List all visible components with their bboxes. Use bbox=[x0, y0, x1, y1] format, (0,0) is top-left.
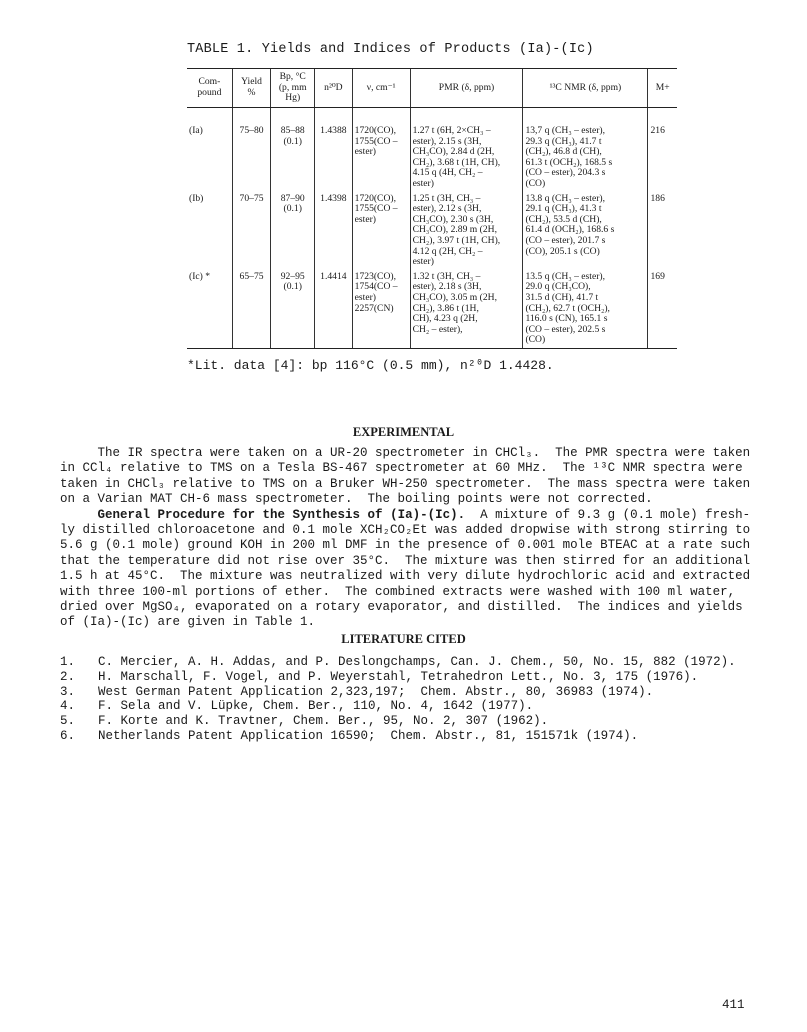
cell-line: (CO – ester), 204.3 s bbox=[525, 167, 606, 179]
table-cell-nd bbox=[315, 108, 353, 194]
table-cell-c13 bbox=[523, 272, 648, 349]
cell-value: 75–80 bbox=[239, 125, 264, 136]
cell-line: CH), 4.23 q (2H, bbox=[412, 313, 478, 325]
table-cell-ir bbox=[352, 272, 410, 349]
table-cell-m bbox=[648, 194, 677, 272]
header-text: (p, mm bbox=[278, 81, 307, 93]
table-cell-yield bbox=[232, 194, 271, 272]
header-yield bbox=[232, 69, 271, 108]
reference-number: 6. bbox=[60, 728, 76, 743]
table-cell-c13 bbox=[523, 108, 648, 194]
table-row bbox=[187, 272, 677, 349]
cell-line: ester), 2.18 s (3H, bbox=[412, 281, 482, 293]
table-cell-ir bbox=[352, 194, 410, 272]
cell-line: 31.5 d (CH), 41.7 t bbox=[525, 291, 599, 303]
reference-number: 1. bbox=[60, 655, 76, 669]
cell-value: 1.4398 bbox=[320, 192, 347, 204]
reference-text: F. Korte and K. Travtner, Chem. Ber., 95, No. 2, 307 (1962). bbox=[98, 714, 549, 729]
header-text: pound bbox=[197, 87, 222, 98]
table-cell-m bbox=[648, 108, 677, 194]
header-c13-nmr bbox=[523, 69, 648, 108]
page-number: 411 bbox=[722, 998, 745, 1012]
table-cell-m bbox=[648, 272, 677, 349]
cell-line: 1720(CO), bbox=[354, 192, 396, 204]
cell-line: 1723(CO), bbox=[354, 270, 396, 282]
reference-item bbox=[60, 729, 760, 744]
header-text: M+ bbox=[655, 81, 670, 93]
experimental-line: dried over MgSO₄, evaporated on a rotary evaporator, and distilled. The indices and yields bbox=[60, 600, 743, 615]
cell-value: (Ia) bbox=[189, 125, 203, 136]
cell-value: 1.4388 bbox=[320, 125, 347, 136]
cell-line: (CO – ester), 202.5 s bbox=[525, 323, 606, 335]
header-mass bbox=[648, 69, 677, 108]
cell-line: CH₃CO), 2.84 d (2H, bbox=[412, 146, 495, 158]
table-header-row bbox=[187, 69, 677, 108]
reference-text: F. Sela and V. Lüpke, Chem. Ber., 110, No. 4, 1642 (1977). bbox=[98, 699, 534, 714]
cell-line: 1755(CO – bbox=[354, 135, 398, 147]
table-cell-c13 bbox=[523, 194, 648, 272]
cell-line: 1755(CO – bbox=[354, 203, 398, 215]
reference-item bbox=[60, 685, 760, 700]
header-compound bbox=[187, 69, 232, 108]
cell-line: 1.27 t (6H, 2×CH₃ – bbox=[412, 125, 491, 136]
table-row bbox=[187, 108, 677, 194]
experimental-heading: EXPERIMENTAL bbox=[352, 425, 455, 439]
cell-line: 61.3 t (OCH₂), 168.5 s bbox=[525, 156, 613, 168]
cell-value: 1.4414 bbox=[320, 270, 347, 282]
reference-item bbox=[60, 670, 760, 685]
experimental-line: with three 100-ml portions of ether. The combined extracts were washed with 100 ml water, bbox=[60, 584, 736, 599]
cell-line: (CH₂), 62.7 t (OCH₂), bbox=[525, 302, 610, 314]
cell-line: (CO), 205.1 s (CO) bbox=[525, 245, 600, 257]
data-table bbox=[187, 68, 677, 349]
cell-line: 87–90 bbox=[280, 192, 305, 204]
experimental-line: 1.5 h at 45°C. The mixture was neutralized with very dilute hydrochloric acid and extracted bbox=[60, 569, 751, 584]
cell-line: ester) bbox=[354, 213, 376, 225]
cell-line: 29.1 q (CH₃), 41.3 t bbox=[525, 203, 602, 215]
cell-value: (Ib) bbox=[189, 192, 204, 204]
table-footnote: *Lit. data [4]: bp 116°C (0.5 mm), n²⁰D 1.4428. bbox=[187, 358, 554, 373]
experimental-line: 5.6 g (0.1 mole) ground KOH in 200 ml DMF in the presence of 0.001 mole BTEAC at a rate such bbox=[60, 538, 751, 553]
header-text: PMR (δ, ppm) bbox=[438, 81, 495, 93]
experimental-line: on a Varian MAT CH-6 mass spectrometer. The boiling points were not corrected. bbox=[60, 492, 653, 507]
experimental-line: of (Ia)-(Ic) are given in Table 1. bbox=[60, 615, 316, 630]
cell-line: (0.1) bbox=[283, 281, 302, 293]
cell-line: (CO – ester), 201.7 s bbox=[525, 234, 606, 246]
experimental-body bbox=[60, 446, 750, 631]
cell-line: 13,7 q (CH₃ – ester), bbox=[525, 125, 605, 136]
cell-line: CH₂ – ester), bbox=[412, 323, 463, 335]
reference-number: 4. bbox=[60, 699, 76, 714]
cell-line: ester) bbox=[354, 146, 376, 158]
experimental-line: that the temperature did not rise over 35°C. The mixture was then stirred for an additional bbox=[60, 553, 751, 568]
table-cell-yield bbox=[232, 108, 271, 194]
table-body bbox=[187, 108, 677, 349]
table-cell-yield bbox=[232, 272, 271, 349]
table-cell-nd bbox=[315, 272, 353, 349]
header-text: n²⁰D bbox=[324, 81, 343, 93]
cell-line: 116.0 s (CN), 165.1 s bbox=[525, 313, 608, 325]
cell-line: 13.5 q (CH₃ – ester), bbox=[525, 270, 605, 282]
experimental-line: in CCl₄ relative to TMS on a Tesla BS-467 spectrometer at 60 MHz. The ¹³C NMR spectra were bbox=[60, 461, 743, 476]
header-text: Bp, °C bbox=[279, 71, 306, 83]
reference-text: H. Marschall, F. Vogel, and P. Weyerstahl, Tetrahedron Lett., No. 3, 175 (1976). bbox=[98, 669, 699, 684]
cell-line: 1.25 t (3H, CH₃ – bbox=[412, 192, 481, 204]
experimental-line: taken in CHCl₃ relative to TMS on a Bruker WH-250 spectrometer. The mass spectra were taken bbox=[60, 476, 751, 491]
reference-text: Netherlands Patent Application 16590; Chem. Abstr., 81, 151571k (1974). bbox=[98, 728, 639, 743]
cell-line: 85–88 bbox=[280, 125, 305, 136]
cell-value: 186 bbox=[650, 192, 665, 204]
table-cell-ir bbox=[352, 108, 410, 194]
table-cell-compound bbox=[187, 108, 232, 194]
cell-line: 4.12 q (2H, CH₂ – bbox=[412, 245, 483, 257]
table-cell-bp bbox=[271, 108, 315, 194]
reference-number: 2. bbox=[60, 669, 76, 684]
header-text: Yield bbox=[241, 76, 262, 88]
table-cell-compound bbox=[187, 194, 232, 272]
cell-line: CH₂), 3.68 t (1H, CH), bbox=[412, 156, 501, 168]
reference-text: C. Mercier, A. H. Addas, and P. Deslongchamps, Can. J. Chem., 50, No. 15, 882 (1972). bbox=[98, 655, 736, 669]
cell-line: ester) bbox=[412, 177, 434, 189]
table-cell-bp bbox=[271, 194, 315, 272]
table-row bbox=[187, 194, 677, 272]
table-cell-pmr bbox=[410, 108, 523, 194]
cell-line: 1.32 t (3H, CH₃ – bbox=[412, 270, 481, 282]
cell-line: CH₃CO), 2.89 m (2H, bbox=[412, 224, 497, 236]
cell-line: CH₂), 3.86 t (1H, bbox=[412, 302, 479, 314]
cell-line: CH₃CO), 2.30 s (3H, bbox=[412, 213, 494, 225]
cell-line: 4.15 q (4H, CH₂ – bbox=[412, 167, 483, 179]
header-text: ¹³C NMR (δ, ppm) bbox=[549, 81, 622, 93]
cell-line: ester) bbox=[412, 256, 434, 268]
cell-line: 92–95 bbox=[280, 270, 305, 282]
literature-heading: LITERATURE CITED bbox=[341, 632, 466, 646]
header-pmr bbox=[410, 69, 523, 108]
reference-text: West German Patent Application 2,323,197; Chem. Abstr., 80, 36983 (1974). bbox=[98, 684, 654, 699]
cell-line: 1720(CO), bbox=[354, 125, 396, 136]
table-cell-nd bbox=[315, 194, 353, 272]
table-cell-pmr bbox=[410, 194, 523, 272]
cell-line: (CH₂), 53.5 d (CH), bbox=[525, 213, 602, 225]
experimental-line: The IR spectra were taken on a UR-20 spectrometer in CHCl₃. The PMR spectra were taken bbox=[60, 446, 751, 460]
table-cell-pmr bbox=[410, 272, 523, 349]
cell-line: 2257(CN) bbox=[354, 302, 394, 314]
reference-item bbox=[60, 655, 760, 670]
cell-line: 29.0 q (CH₃CO), bbox=[525, 281, 591, 293]
cell-line: (CO) bbox=[525, 334, 546, 346]
cell-line: 61.4 d (OCH₂), 168.6 s bbox=[525, 224, 615, 236]
cell-line: CH₃CO), 3.05 m (2H, bbox=[412, 291, 497, 303]
reference-item bbox=[60, 714, 760, 729]
cell-value: (Ic) * bbox=[189, 270, 211, 282]
header-text: ν, cm⁻¹ bbox=[366, 81, 396, 93]
reference-list bbox=[60, 655, 760, 744]
header-ir bbox=[352, 69, 410, 108]
cell-line: 1754(CO – bbox=[354, 281, 398, 293]
header-text: Com- bbox=[198, 76, 221, 88]
cell-line: ester), 2.15 s (3H, bbox=[412, 135, 482, 147]
cell-value: 216 bbox=[650, 125, 665, 136]
cell-line: ester) bbox=[354, 291, 376, 303]
cell-value: 70–75 bbox=[239, 192, 264, 204]
table-cell-bp bbox=[271, 272, 315, 349]
reference-number: 5. bbox=[60, 714, 76, 729]
cell-line: (0.1) bbox=[283, 135, 302, 147]
header-bp bbox=[271, 69, 315, 108]
header-refractive-index bbox=[315, 69, 353, 108]
reference-item bbox=[60, 699, 760, 714]
cell-line: CH₂), 3.97 t (1H, CH), bbox=[412, 234, 501, 246]
procedure-heading: General Procedure for the Synthesis of (Ia)-(Ic). bbox=[97, 507, 466, 522]
table-cell-compound bbox=[187, 272, 232, 349]
header-text: Hg) bbox=[285, 92, 301, 104]
cell-line: 13.8 q (CH₃ – ester), bbox=[525, 192, 605, 204]
cell-value: 65–75 bbox=[239, 270, 264, 282]
cell-line: (0.1) bbox=[283, 203, 302, 215]
cell-line: 29.3 q (CH₃), 41.7 t bbox=[525, 135, 602, 147]
cell-value: 169 bbox=[650, 270, 665, 282]
reference-number: 3. bbox=[60, 684, 76, 699]
cell-line: (CO) bbox=[525, 177, 546, 189]
cell-line: (CH₂), 46.8 d (CH), bbox=[525, 146, 602, 158]
header-text: % bbox=[247, 87, 256, 98]
table-caption: TABLE 1. Yields and Indices of Products (Ia)-(Ic) bbox=[187, 42, 594, 57]
cell-line: ester), 2.12 s (3H, bbox=[412, 203, 482, 215]
experimental-line: General Procedure for the Synthesis of (Ia)-(Ic). A mixture of 9.3 g (0.1 mole) fresh- bbox=[97, 507, 751, 522]
experimental-line: ly distilled chloroacetone and 0.1 mole XCH₂CO₂Et was added dropwise with strong stirring to bbox=[60, 523, 751, 538]
